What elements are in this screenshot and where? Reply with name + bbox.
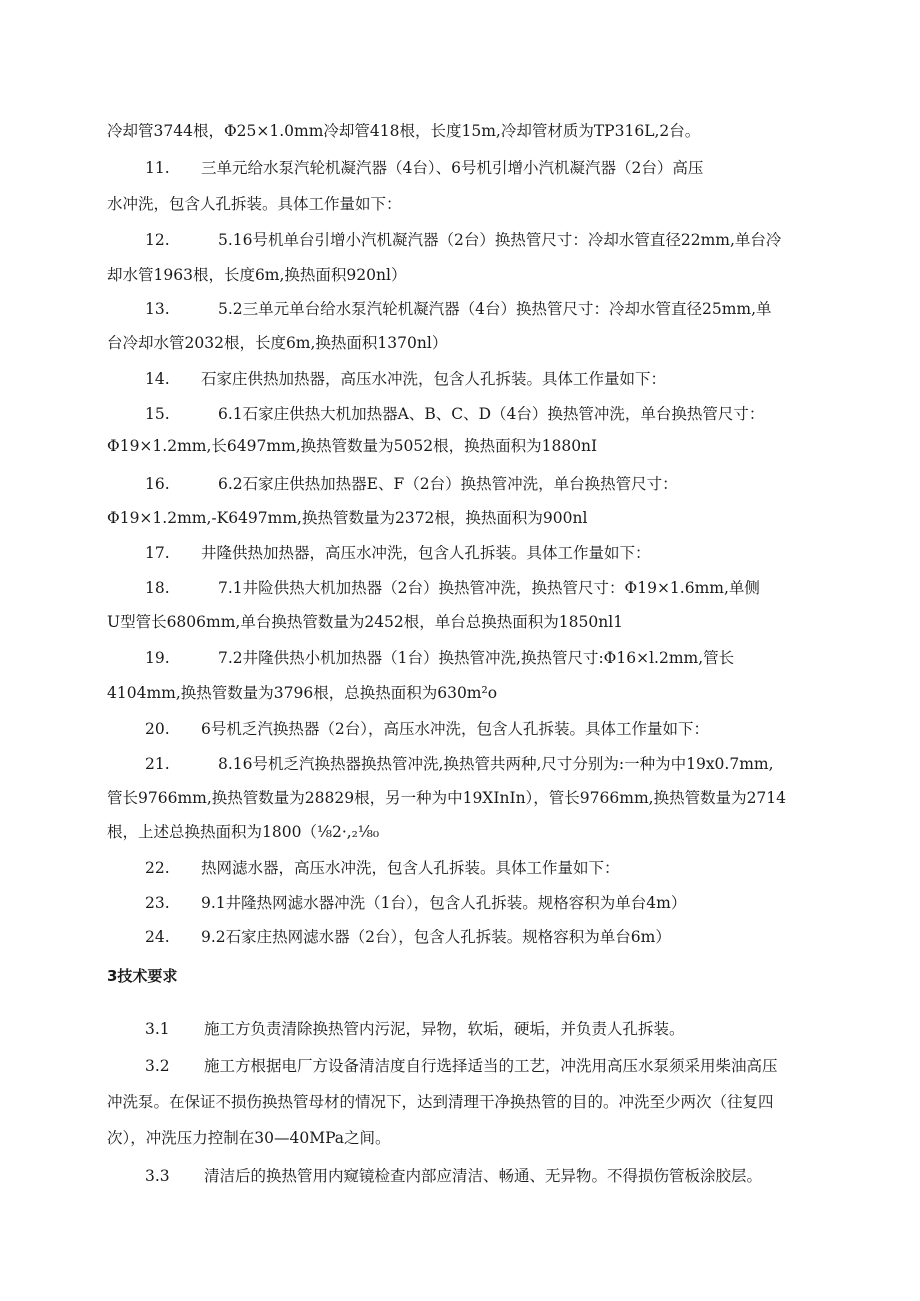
requirement-3-2-cont-2: 次），冲洗压力控制在30—40MPa之间。 [107,1129,391,1147]
paragraph-12-text: 5.16号机单台引增小汽机凝汽器（2台）换热管尺寸：冷却水管直径22mm,单台冷 [218,231,782,249]
paragraph-18-number: 18. [145,579,170,597]
requirement-3-3-text: 清洁后的换热管用内窥镜检查内部应清洁、畅通、无异物。不得损伤管板涂胶层。 [204,1167,763,1185]
requirement-3-2-text: 施工方根据电厂方设备清洁度自行选择适当的工艺，冲洗用高压水泵须采用柴油高压 [204,1057,778,1075]
paragraph-12-number: 12. [145,231,170,249]
paragraph-11-cont: 水冲洗，包含人孔拆装。具体工作量如下： [107,195,402,213]
paragraph-11-number: 11. [145,159,170,177]
paragraph-22-text: 热网滤水器，高压水冲洗，包含人孔拆装。具体工作量如下： [201,859,620,877]
paragraph-16-cont: Φ19×1.2mm,-K6497mm,换热管数量为2372根，换热面积为900nl [107,509,588,527]
paragraph-21-cont-1: 管长9766mm,换热管数量为28829根，另一种为中19XInIn），管长9766mm,换热管数量为2714 [107,789,787,807]
paragraph-20-text: 6号机乏汽换热器（2台），高压水冲洗，包含人孔拆装。具体工作量如下： [201,720,709,738]
paragraph-18-cont: U型管长6806mm,单台换热管数量为2452根，单台总换热面积为1850nl1 [107,613,624,631]
paragraph-19-text: 7.2井隆供热小机加热器（1台）换热管冲洗,换热管尺寸:Φ16×l.2mm,管长 [218,649,735,667]
paragraph-20-number: 20. [145,720,170,738]
paragraph-21-cont-2: 根，上述总换热面积为1800（⅛2·,₂⅛₀ [107,823,380,841]
paragraph-19-number: 19. [145,649,170,667]
paragraph-11-text: 三单元给水泵汽轮机凝汽器（4台）、6号机引增小汽机凝汽器（2台）高压 [201,159,704,177]
paragraph-22-number: 22. [145,859,170,877]
requirement-3-3-number: 3.3 [145,1167,170,1185]
paragraph-21-number: 21. [145,755,170,773]
paragraph-0-text: 冷却管3744根，Φ25×1.0mm冷却管418根，长度15m,冷却管材质为TP316L,2台。 [107,122,701,140]
paragraph-13-cont: 台冷却水管2032根，长度6m,换热面积1370nl） [107,334,448,352]
paragraph-13-text: 5.2三单元单台给水泵汽轮机凝汽器（4台）换热管尺寸：冷却水管直径25mm,单 [218,300,772,318]
paragraph-15-cont: Φ19×1.2mm,长6497mm,换热管数量为5052根，换热面积为1880nI [107,437,598,455]
paragraph-15-number: 15. [145,405,170,423]
paragraph-17-number: 17. [145,544,170,562]
paragraph-17-text: 井隆供热加热器，高压水冲洗，包含人孔拆装。具体工作量如下： [201,544,651,562]
paragraph-23-text: 9.1井隆热网滤水器冲洗（1台），包含人孔拆装。规格容积为单台4m） [201,894,687,912]
paragraph-14-number: 14. [145,370,170,388]
paragraph-24-number: 24. [145,928,170,946]
section-heading: 3技术要求 [107,967,178,985]
paragraph-18-text: 7.1井险供热大机加热器（2台）换热管冲洗，换热管尺寸：Φ19×1.6mm,单侧 [218,579,760,597]
paragraph-12-cont: 却水管1963根，长度6m,换热面积920nl） [107,266,407,284]
paragraph-16-text: 6.2石家庄供热加热器E、F（2台）换热管冲洗，单台换热管尺寸： [218,475,678,493]
paragraph-19-cont: 4104mm,换热管数量为3796根，总换热面积为630m²o [107,684,498,702]
paragraph-24-text: 9.2石家庄热网滤水器（2台），包含人孔拆装。规格容积为单台6m） [201,928,671,946]
paragraph-23-number: 23. [145,894,170,912]
paragraph-16-number: 16. [145,475,170,493]
requirement-3-2-number: 3.2 [145,1057,170,1075]
paragraph-13-number: 13. [145,300,170,318]
requirement-3-1-text: 施工方负责清除换热管内污泥，异物，软垢，硬垢，并负责人孔拆装。 [204,1020,685,1038]
paragraph-21-text: 8.16号机乏汽换热器换热管冲洗,换热管共两种,尺寸分别为:一种为中19x0.7mm, [218,755,774,773]
requirement-3-1-number: 3.1 [145,1020,170,1038]
paragraph-15-text: 6.1石家庄供热大机加热器A、B、C、D（4台）换热管冲洗，单台换热管尺寸： [218,405,765,423]
requirement-3-2-cont-1: 冲洗泵。在保证不损伤换热管母材的情况下，达到清理干净换热管的目的。冲洗至少两次（往复四 [107,1093,774,1111]
paragraph-14-text: 石家庄供热加热器，高压水冲洗，包含人孔拆装。具体工作量如下： [201,370,667,388]
